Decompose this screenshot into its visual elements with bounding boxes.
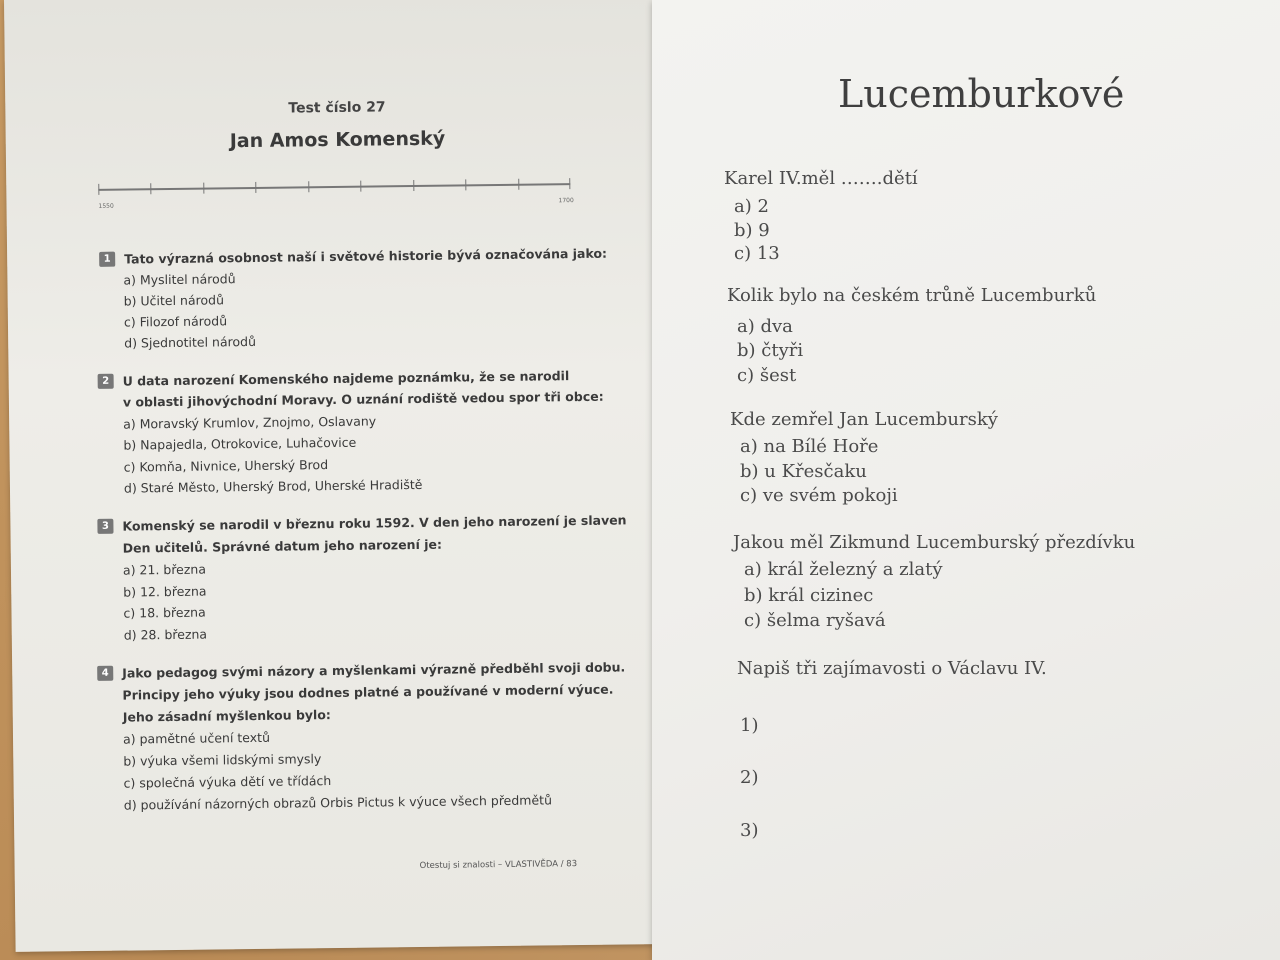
answer-option: d) Staré Město, Uherský Brod, Uherské Hradiště xyxy=(123,476,423,496)
question-text: Karel IV.měl …….dětí xyxy=(724,168,918,189)
question-text: Jeho zásadní myšlenkou bylo: xyxy=(122,707,331,725)
question-text: Principy jeho výuky jsou dodnes platné a používané v moderní výuce. xyxy=(122,681,614,703)
task-text: Napiš tři zajímavosti o Václavu IV. xyxy=(737,658,1047,679)
answer-option: d) Sjednotitel národů xyxy=(124,333,257,351)
question-text: Komenský se narodil v březnu roku 1592. V den jeho narození je slaven xyxy=(122,512,627,534)
timeline-start-label: 1550 xyxy=(98,202,114,210)
answer-option: b) Učitel národů xyxy=(123,292,225,309)
answer-option: a) pamětné učení textů xyxy=(122,729,271,747)
answer-option: c) ve svém pokoji xyxy=(740,485,898,506)
question-number-badge: 4 xyxy=(97,666,113,681)
answer-line-label: 3) xyxy=(740,820,759,841)
worksheet-title: Jan Amos Komenský xyxy=(229,127,446,153)
answer-option: c) Filozof národů xyxy=(123,313,228,330)
answer-option: a) na Bílé Hoře xyxy=(740,436,879,457)
question-text: Kolik bylo na českém trůně Lucemburků xyxy=(727,285,1097,306)
lucemburkove-worksheet xyxy=(652,0,1280,960)
timeline-end-label: 1700 xyxy=(558,197,574,205)
worksheet-title: Lucemburkové xyxy=(838,72,1125,116)
question-text: Jako pedagog svými názory a myšlenkami výrazně předběhl svoji dobu. xyxy=(122,659,626,681)
test-number-label: Test číslo 27 xyxy=(288,99,386,117)
answer-option: c) 18. března xyxy=(123,604,206,621)
answer-option: a) dva xyxy=(737,316,793,337)
answer-option: b) 12. března xyxy=(123,583,207,600)
komensky-worksheet xyxy=(4,0,678,952)
answer-option: a) 21. března xyxy=(122,561,207,578)
answer-option: c) šest xyxy=(737,365,797,386)
question-text: Kde zemřel Jan Lucemburský xyxy=(730,409,998,430)
question-number-badge: 2 xyxy=(98,374,114,389)
question-text: Den učitelů. Správné datum jeho narození je: xyxy=(122,536,443,556)
question-text: U data narození Komenského najdeme poznámku, že se narodil xyxy=(122,368,570,389)
question-number-badge: 3 xyxy=(97,519,113,534)
answer-option: c) šelma ryšavá xyxy=(744,610,886,631)
answer-option: d) 28. března xyxy=(123,626,208,643)
answer-option: c) 13 xyxy=(734,243,780,264)
answer-option: b) král cizinec xyxy=(744,585,874,606)
timeline xyxy=(98,183,574,210)
answer-line-label: 1) xyxy=(740,715,759,736)
answer-option: c) Komňa, Nivnice, Uherský Brod xyxy=(123,457,329,475)
answer-line-label: 2) xyxy=(740,767,759,788)
answer-option: b) 9 xyxy=(734,220,770,241)
question-text: Jakou měl Zikmund Lucemburský přezdívku xyxy=(733,532,1136,553)
question-number-badge: 1 xyxy=(99,252,115,267)
question-text: v oblasti jihovýchodní Moravy. O uznání rodiště vedou spor tři obce: xyxy=(122,388,604,410)
page-footer: Otestuj si znalosti – VLASTIVĚDA / 83 xyxy=(419,859,578,871)
answer-option: b) výuka všemi lidskými smysly xyxy=(123,751,322,769)
answer-option: c) společná výuka dětí ve třídách xyxy=(123,773,332,791)
answer-option: a) Myslitel národů xyxy=(123,271,236,288)
answer-option: b) u Křesčaku xyxy=(740,461,867,482)
answer-option: b) Napajedla, Otrokovice, Luhačovice xyxy=(123,434,357,453)
answer-option: b) čtyři xyxy=(737,340,804,361)
question-text: Tato výrazná osobnost naší i světové historie bývá označována jako: xyxy=(124,245,608,267)
answer-option: a) 2 xyxy=(734,196,769,217)
answer-option: d) používání názorných obrazů Orbis Pictus k výuce všech předmětů xyxy=(123,792,553,813)
answer-option: a) Moravský Krumlov, Znojmo, Oslavany xyxy=(123,413,377,432)
answer-option: a) král železný a zlatý xyxy=(744,559,943,580)
